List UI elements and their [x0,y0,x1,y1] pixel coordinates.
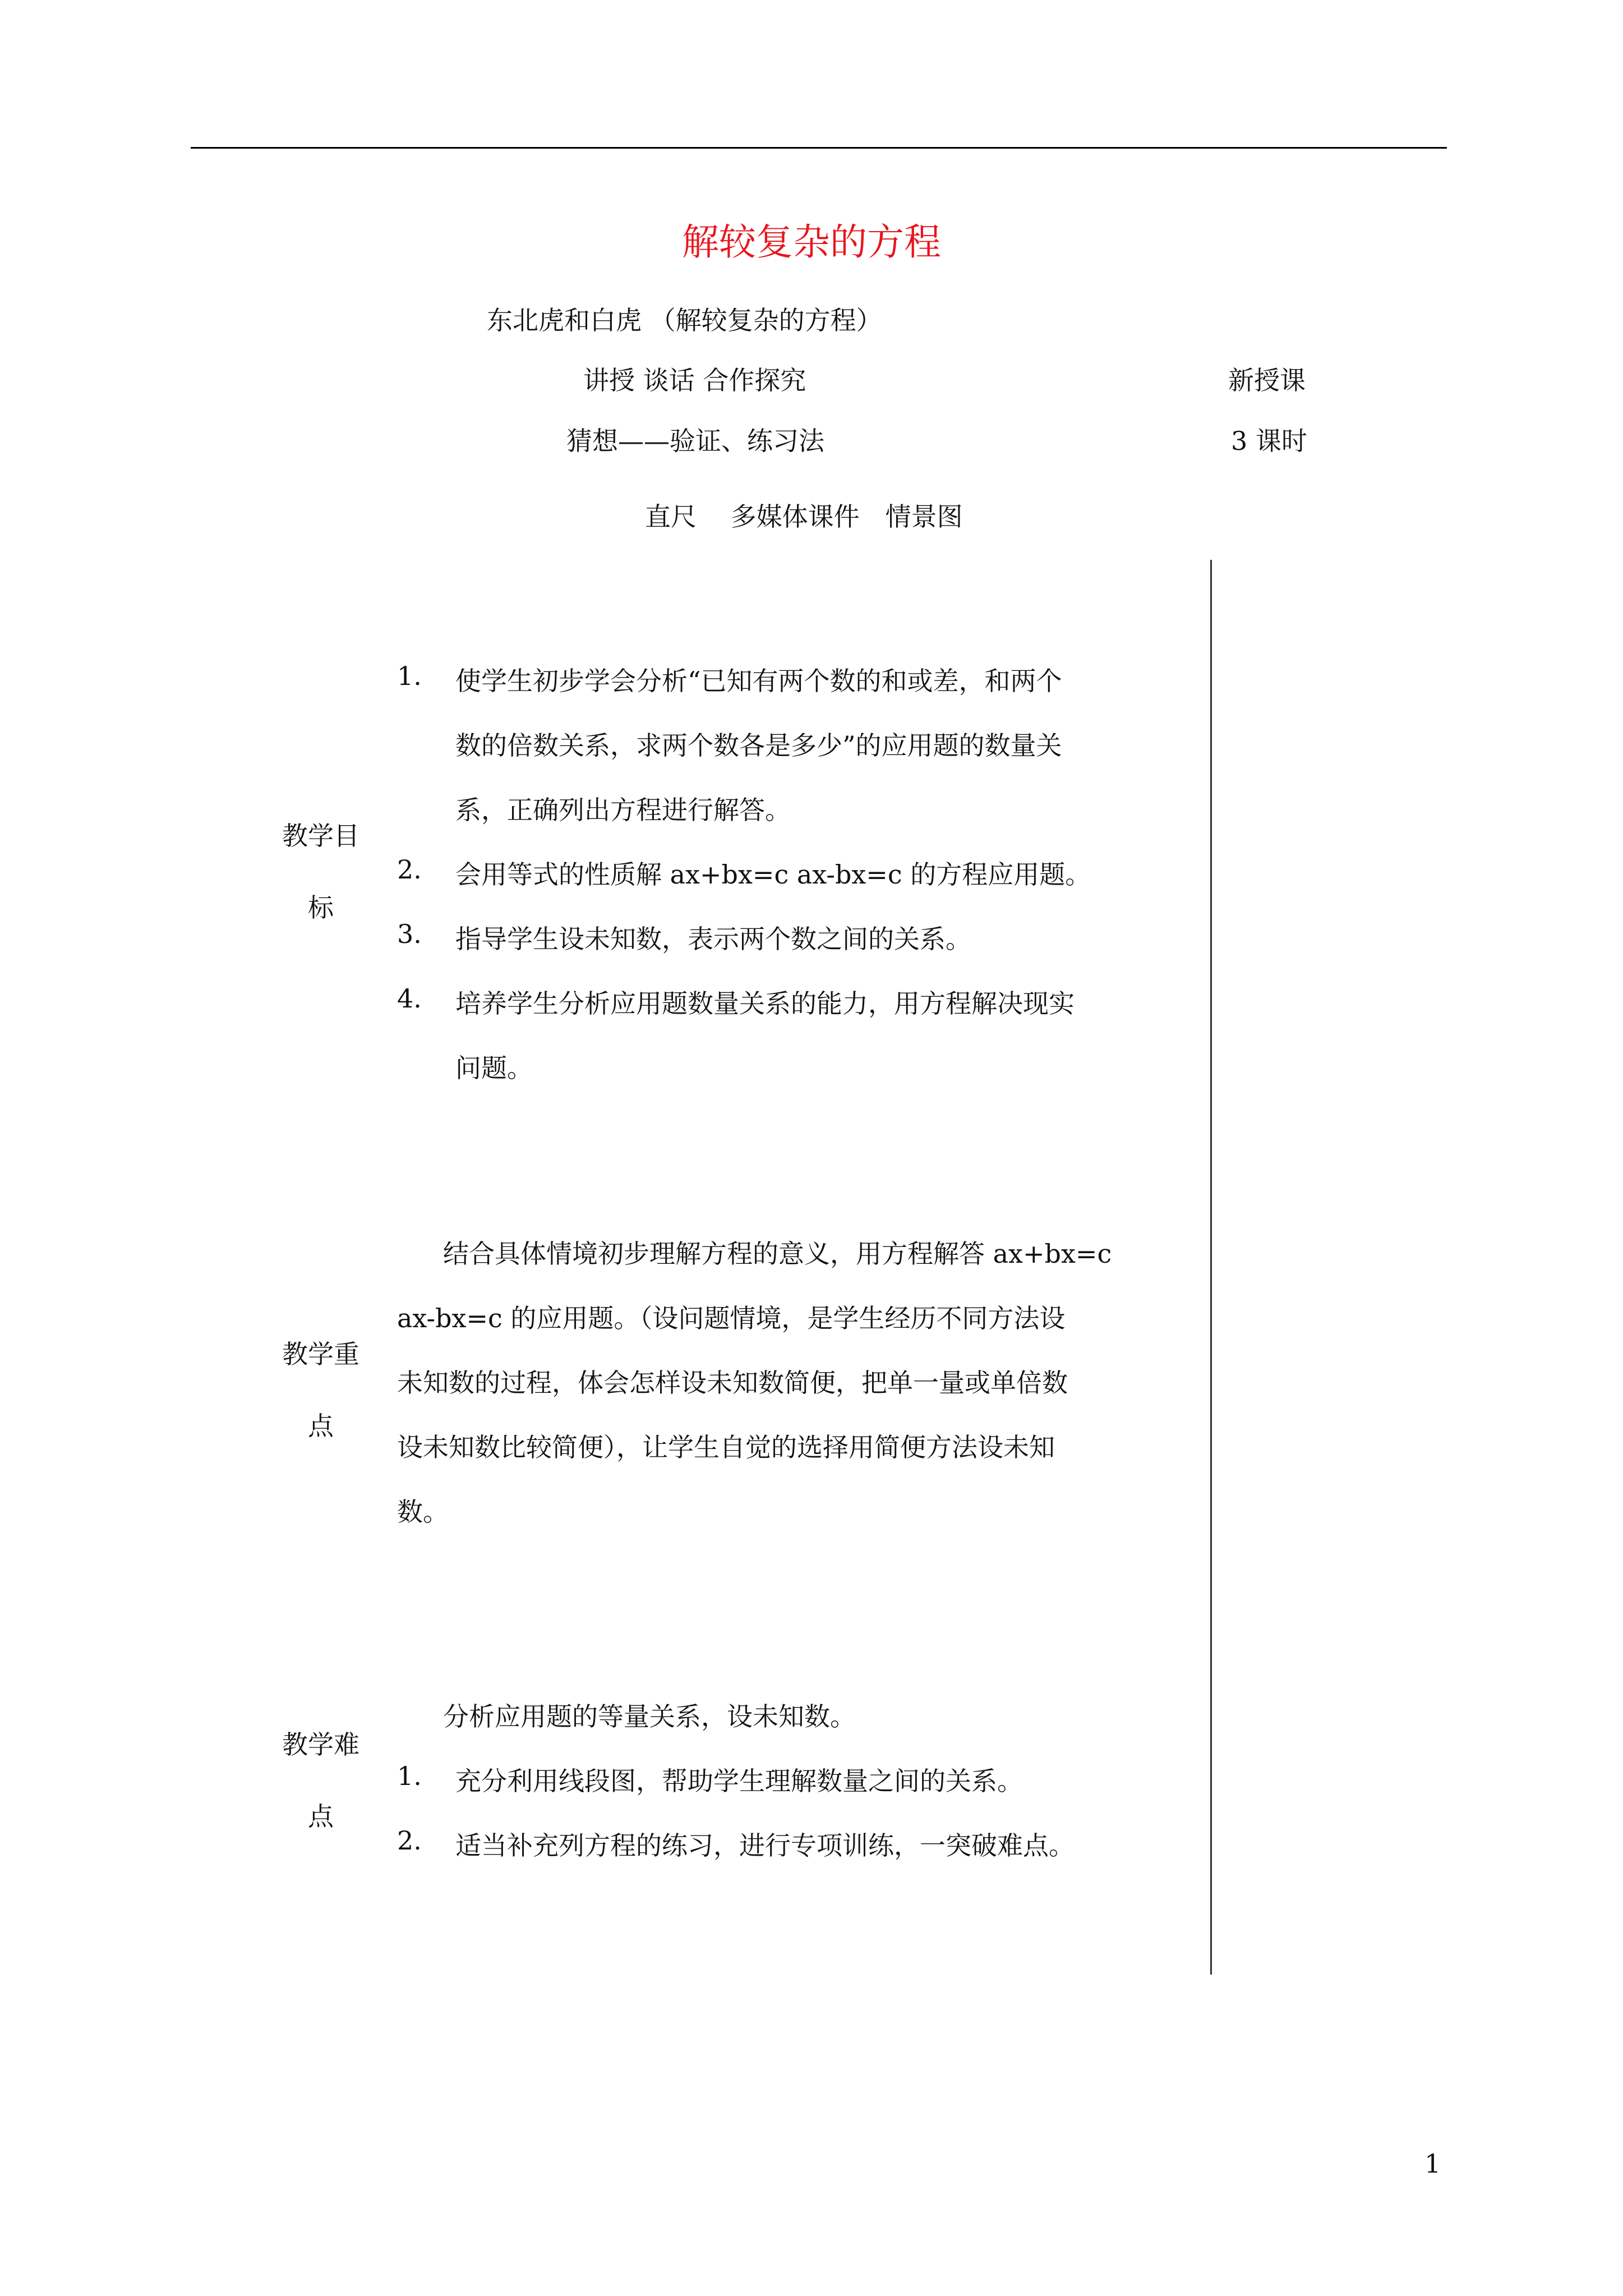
key-points-label [265,1318,377,1462]
objectives-label-line1: 教学目 [282,821,359,851]
objective-line: 会用等式的性质解 ax+bx=c ax-bx=c 的方程应用题。 [455,859,1091,890]
paragraph-line: ax-bx=c 的应用题。（设问题情境，是学生经历不同方法设 [397,1303,1066,1333]
difficulties-label [265,1709,377,1852]
difficulty-text: 适当补充列方程的练习，进行专项训练，一突破难点。 [455,1830,1075,1861]
objective-number: 1. [397,661,422,691]
page-number: 1 [1424,2148,1441,2179]
lesson-subtitle: 东北虎和白虎 （解较复杂的方程） [487,305,882,335]
class-hours: 3 课时 [1231,426,1307,456]
objectives-label-line2: 标 [308,892,334,923]
difficulty-text: 充分利用线段图，帮助学生理解数量之间的关系。 [455,1766,1023,1796]
objectives-label [265,800,377,944]
difficulties-label-line2: 点 [308,1801,334,1832]
difficulty-number: 2. [397,1825,422,1856]
paragraph-line: 设未知数比较简便），让学生自觉的选择用简便方法设未知 [397,1432,1055,1462]
objective-line: 指导学生设未知数，表示两个数之间的关系。 [455,924,971,954]
difficulties-label-line1: 教学难 [282,1729,359,1760]
paragraph-line: 未知数的过程，体会怎样设未知数简便，把单一量或单倍数 [397,1368,1068,1398]
objective-line: 数的倍数关系，求两个数各是多少”的应用题的数量关 [455,730,1062,761]
paragraph-line: 结合具体情境初步理解方程的意义，用方程解答 ax+bx=c [443,1239,1112,1269]
key-points-label-line2: 点 [308,1411,334,1441]
teaching-methods: 讲授 谈话 合作探究 [583,365,806,395]
header-rule [191,147,1447,149]
difficulties-intro: 分析应用题的等量关系，设未知数。 [443,1701,856,1732]
objective-number: 3. [397,919,422,949]
table-divider [1210,560,1212,1975]
difficulty-number: 1. [397,1761,422,1791]
objective-line: 系，正确列出方程进行解答。 [455,795,791,825]
lesson-type: 新授课 [1228,365,1306,395]
teaching-materials: 直尺 多媒体课件 情景图 [645,501,963,532]
objective-line: 培养学生分析应用题数量关系的能力，用方程解决现实 [455,988,1075,1019]
objective-number: 2. [397,854,422,885]
objective-line: 使学生初步学会分析“已知有两个数的和或差，和两个 [455,666,1062,696]
key-points-label-line1: 教学重 [282,1339,359,1369]
learning-methods: 猜想——验证、练习法 [566,426,824,456]
paragraph-line: 数。 [397,1497,449,1527]
objective-line: 问题。 [455,1053,533,1083]
objective-number: 4. [397,983,422,1014]
page-title: 解较复杂的方程 [682,220,941,264]
